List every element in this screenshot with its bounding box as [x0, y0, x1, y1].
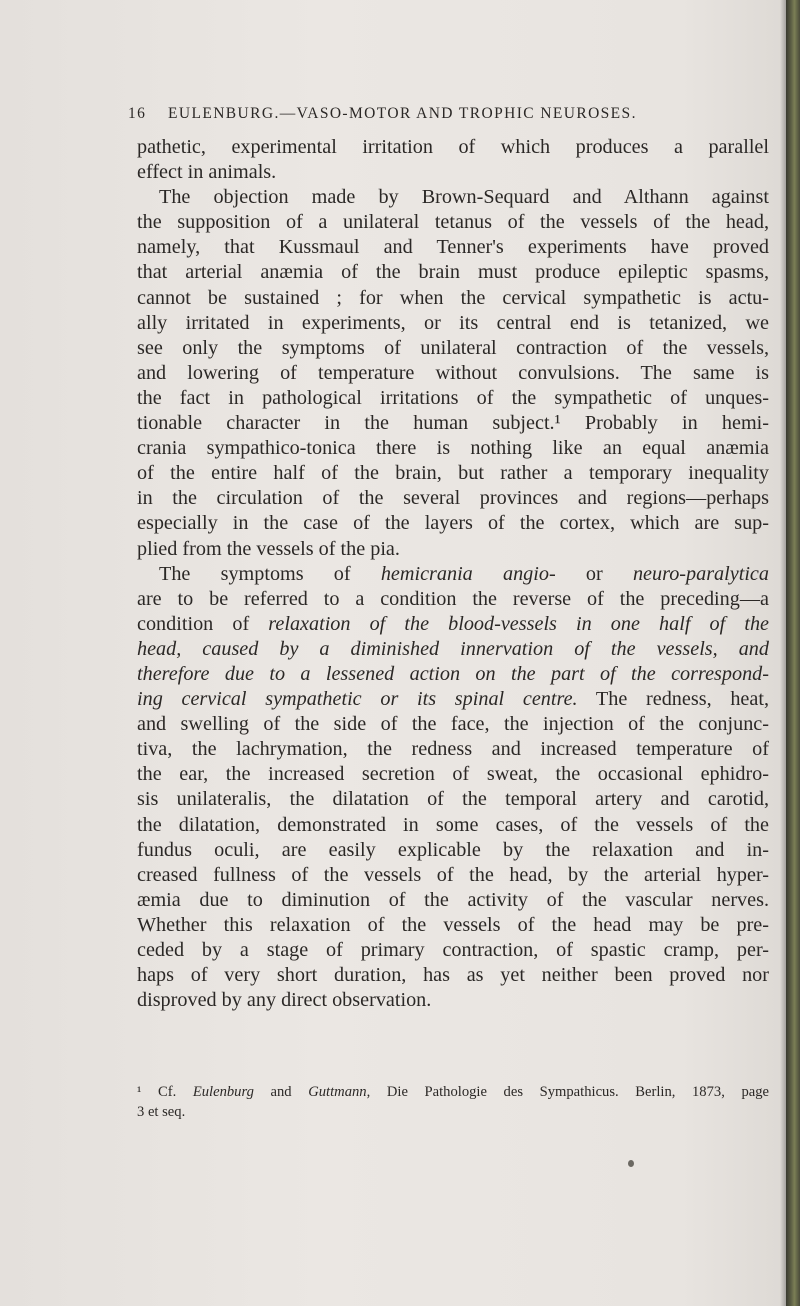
text-line: pathetic, experimental irritation of which produces a parallel [137, 136, 769, 158]
text-line [137, 662, 769, 687]
text-line: the ear, the increased secretion of sweat, the occasional ephidro- [137, 763, 769, 786]
text-line: the dilatation, demonstrated in some cases, of the vessels of the [137, 813, 769, 836]
footnote-author: Eulenburg [192, 1084, 254, 1100]
footnote-line: 3 et seq. [137, 1103, 186, 1120]
text-line: The symptoms of hemicrania angio- or neuro-paralytica [159, 562, 769, 585]
text-line: and swelling of the side of the face, the injection of the conjunc- [137, 713, 769, 736]
text-line: ceded by a stage of primary contraction, of spastic cramp, per- [137, 939, 769, 961]
running-title: EULENBURG.—VASO-MOTOR AND TROPHIC NEUROSES. [168, 105, 637, 122]
book-binding-edge [786, 0, 800, 1306]
footnote-author: Guttmann [308, 1084, 367, 1100]
term-hemicrania: hemicrania angio- [380, 562, 556, 585]
italic-phrase: ing cervical sympathetic or its spinal centre. [137, 688, 578, 711]
text-line: that arterial anæmia of the brain must produce epileptic spasms, [137, 261, 769, 284]
text-line: see only the symptoms of unilateral contraction of the vessels, [137, 336, 769, 359]
text-line: Whether this relaxation of the vessels of the head may be pre- [137, 913, 769, 936]
italic-phrase: head, caused by a diminished innervation of the vessels, and [137, 637, 769, 660]
term-neuro-paralytica: neuro-paralytica [632, 562, 769, 585]
italic-phrase: therefore due to a lessened action on the part of the correspond- [137, 662, 769, 685]
paragraph-block-1 [137, 135, 769, 562]
body-text [137, 135, 769, 1013]
text-line: of the entire half of the brain, but rather a temporary inequality [137, 462, 769, 485]
page-number: 16 [128, 105, 147, 122]
text-line: æmia due to diminution of the activity of the vascular nerves. [137, 888, 769, 911]
text-line: the fact in pathological irritations of the sympathetic of unques- [137, 386, 769, 409]
text-line: disproved by any direct observation. [137, 989, 432, 1012]
ink-speck [628, 1160, 634, 1167]
italic-phrase: relaxation of the blood-vessels in one half of the [268, 612, 769, 635]
text-line: creased fullness of the vessels of the head, by the arterial hyper- [137, 863, 769, 886]
text-line: the supposition of a unilateral tetanus of the vessels of the head, [137, 211, 769, 234]
text-line: crania sympathico-tonica there is nothing like an equal anæmia [137, 437, 769, 460]
text-line: haps of very short duration, has as yet neither been proved nor [137, 964, 769, 987]
text-line: fundus oculi, are easily explicable by the relaxation and in- [137, 838, 769, 861]
running-header [128, 105, 768, 123]
text-line: sis unilateralis, the dilatation of the temporal artery and carotid, [137, 788, 769, 811]
text-line: plied from the vessels of the pia. [137, 537, 400, 560]
paragraph-block-2 [137, 712, 769, 1013]
text-line: especially in the case of the layers of the cortex, which are sup- [137, 512, 769, 535]
text-line [137, 637, 769, 662]
footnote [137, 1083, 769, 1122]
text-line: The objection made by Brown-Sequard and Althann against [159, 186, 769, 209]
text-line: ally irritated in experiments, or its central end is tetanized, we [137, 311, 769, 334]
text-line: in the circulation of the several provinces and regions—perhaps [137, 487, 769, 510]
text-line: are to be referred to a condition the reverse of the preceding—a [137, 587, 769, 610]
footnote-line: ¹ Cf. Eulenburg and Guttmann, Die Pathologie des Sympathicus. Berlin, 1873, page [137, 1084, 769, 1100]
text-line: tionable character in the human subject.¹ Probably in hemi- [137, 412, 769, 435]
text-line: effect in animals. [137, 161, 277, 184]
text-line: cannot be sustained ; for when the cervical sympathetic is actu- [137, 286, 769, 309]
text-line: tiva, the lachrymation, the redness and increased temperature of [137, 738, 769, 761]
text-line: and lowering of temperature without convulsions. The same is [137, 361, 769, 384]
text-line: namely, that Kussmaul and Tenner's experiments have proved [137, 236, 769, 259]
text-line: condition of relaxation of the blood-vessels in one half of the [137, 612, 769, 635]
text-line: ing cervical sympathetic or its spinal centre. The redness, heat, [137, 688, 769, 711]
